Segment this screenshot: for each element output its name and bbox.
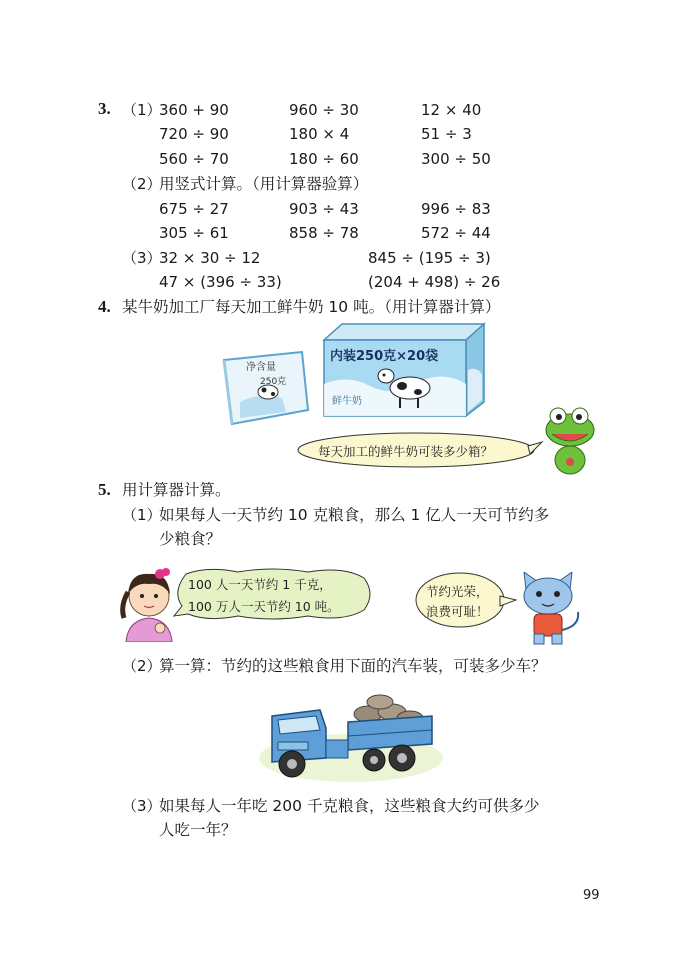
q3-expr: 675 ÷ 27 <box>159 200 229 218</box>
bag-label-bottom: 250克 <box>260 377 287 387</box>
q5-part3-label: （3） <box>122 797 162 815</box>
q3-number: 3. <box>98 99 111 118</box>
q3-expr: 858 ÷ 78 <box>289 224 359 242</box>
q3-part1-label: （1） <box>122 101 162 119</box>
girl-bubble-line1: 100 人一天节约 1 千克， <box>188 577 332 592</box>
frog-character <box>540 404 600 478</box>
q3-expr: 47 × (396 ÷ 33) <box>159 273 282 291</box>
q3-expr: 180 × 4 <box>289 125 350 143</box>
q3-expr: 305 ÷ 61 <box>159 224 229 242</box>
milk-bag-illustration <box>210 348 310 428</box>
q3-part2-title: 用竖式计算。（用计算器验算） <box>159 175 369 193</box>
q5-part1-label: （1） <box>122 506 162 524</box>
q3-expr: 960 ÷ 30 <box>289 101 359 119</box>
cat-bubble-line1: 节约光荣， <box>426 584 489 599</box>
q5-part1-line2: 少粮食？ <box>159 530 222 548</box>
q5-number: 5. <box>98 480 111 499</box>
q3-expr: 32 × 30 ÷ 12 <box>159 249 261 267</box>
box-side-label: 鲜牛奶 <box>332 396 362 407</box>
cat-character <box>512 572 584 646</box>
q3-expr: 572 ÷ 44 <box>421 224 491 242</box>
milk-box-illustration <box>318 320 488 420</box>
q5-part2-text: 算一算：节约的这些粮食用下面的汽车装，可装多少车？ <box>159 657 547 675</box>
q3-expr: 996 ÷ 83 <box>421 200 491 218</box>
q3-part3-label: （3） <box>122 249 162 267</box>
q3-expr: 720 ÷ 90 <box>159 125 229 143</box>
bag-label-top: 净含量 <box>246 362 276 373</box>
q5-part2-label: （2） <box>122 657 162 675</box>
q3-expr: 360 + 90 <box>159 101 229 119</box>
q5-part1-line1: 如果每人一天节约 10 克粮食，那么 1 亿人一天可节约多 <box>159 506 550 524</box>
q4-text: 某牛奶加工厂每天加工鲜牛奶 10 吨。（用计算器计算） <box>122 298 501 316</box>
cat-bubble-line2: 浪费可耻！ <box>426 604 489 619</box>
box-label: 内装250克×20袋 <box>330 349 439 364</box>
q3-expr: 12 × 40 <box>421 101 482 119</box>
q4-number: 4. <box>98 297 111 316</box>
girl-bubble-line2: 100 万人一天节约 10 吨。 <box>188 599 340 614</box>
q3-expr: 180 ÷ 60 <box>289 150 359 168</box>
q3-expr: 300 ÷ 50 <box>421 150 491 168</box>
q5-text: 用计算器计算。 <box>122 481 231 499</box>
q3-expr: (204 + 498) ÷ 26 <box>368 273 501 291</box>
truck-illustration <box>256 692 446 784</box>
q3-part2-label: （2） <box>122 175 162 193</box>
q5-part3-line2: 人吃一年？ <box>159 821 237 839</box>
q5-part3-line1: 如果每人一年吃 200 千克粮食，这些粮食大约可供多少 <box>159 797 540 815</box>
page-number: 99 <box>583 888 600 903</box>
q3-expr: 560 ÷ 70 <box>159 150 229 168</box>
q3-expr: 903 ÷ 43 <box>289 200 359 218</box>
q4-bubble-text: 每天加工的鲜牛奶可装多少箱？ <box>318 444 494 459</box>
q3-expr: 845 ÷ (195 ÷ 3) <box>368 249 491 267</box>
q3-expr: 51 ÷ 3 <box>421 125 472 143</box>
cat-speech-bubble <box>412 570 518 630</box>
